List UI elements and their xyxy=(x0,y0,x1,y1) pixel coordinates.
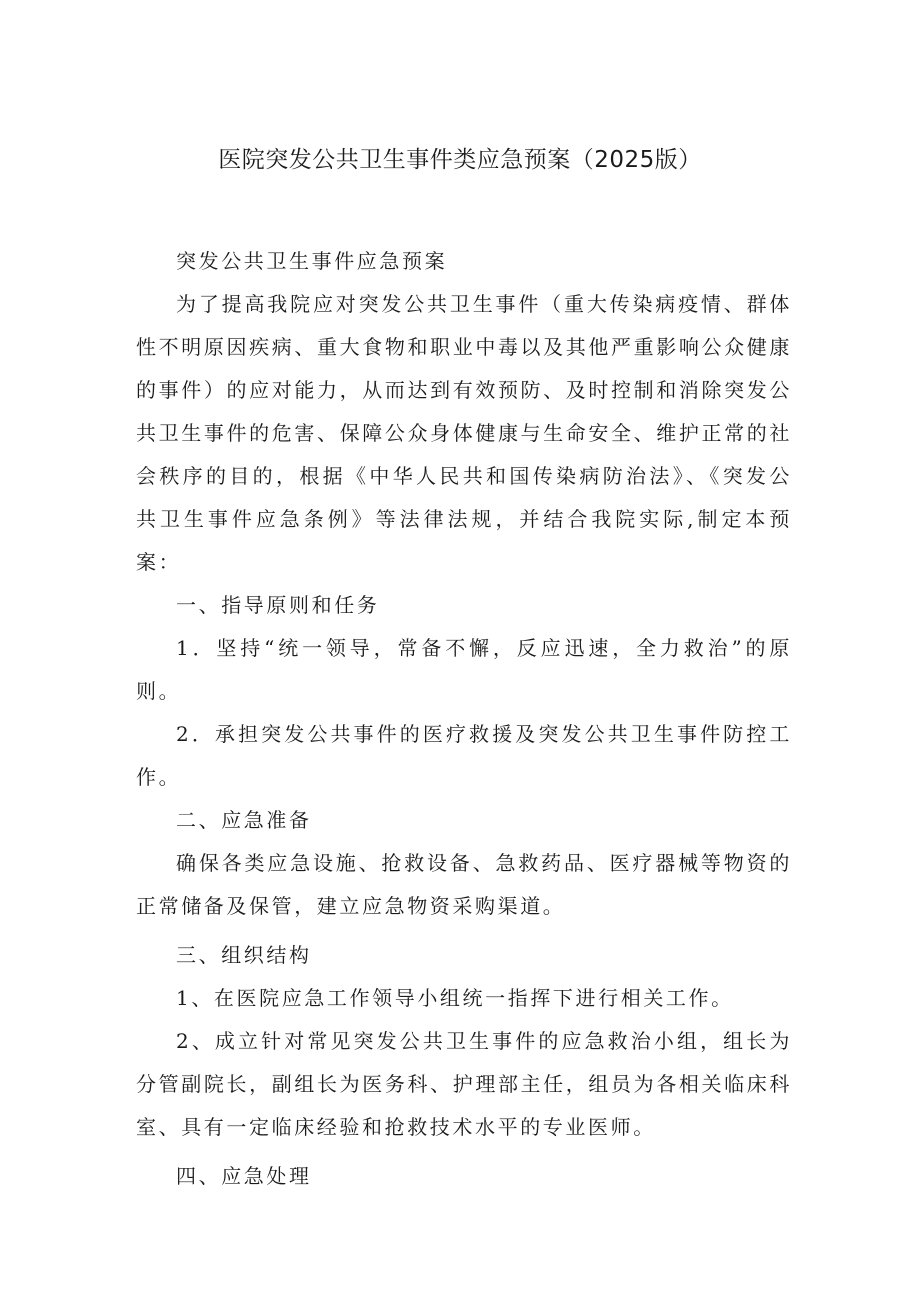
section-heading-principles: 一、指导原则和任务 xyxy=(176,593,380,617)
section-heading-response: 四、应急处理 xyxy=(176,1164,312,1188)
principle-item-2: 2．承担突发公共事件的医疗救援及突发公共卫生事件防控工作。 xyxy=(136,722,792,789)
organization-item-2: 2、成立针对常见突发公共卫生事件的应急救治小组，组长为分管副院长，副组长为医务科、护理部主任，组员为各相关临床科室、具有一定临床经验和抢救技术水平的专业医师。 xyxy=(136,1029,792,1139)
section-heading-preparation: 二、应急准备 xyxy=(176,808,312,832)
document-title: 医院突发公共卫生事件类应急预案（2025版） xyxy=(218,147,702,173)
document-body xyxy=(136,240,792,1198)
principle-item-1: 1．坚持“统一领导，常备不懈，反应迅速，全力救治”的原则。 xyxy=(136,636,792,703)
preparation-paragraph: 确保各类应急设施、抢救设备、急救药品、医疗器械等物资的正常储备及保管，建立应急物资采购渠道。 xyxy=(136,851,792,918)
plan-subtitle: 突发公共卫生事件应急预案 xyxy=(176,249,448,273)
section-heading-organization: 三、组织结构 xyxy=(176,943,312,967)
organization-item-1: 1、在医院应急工作领导小组统一指挥下进行相关工作。 xyxy=(176,986,734,1010)
purpose-paragraph: 为了提高我院应对突发公共卫生事件（重大传染病疫情、群体性不明原因疾病、重大食物和职业中毒以及其他严重影响公众健康的事件）的应对能力，从而达到有效预防、及时控制和消除突发公共卫生事件的危害、保障公众身体健康与生命安全、维护正常的社会秩序的目的，根据《中华人民共和国传染病防治法》、《突发公共卫生事件应急条例》等法律法规，并结合我院实际,制定本预案： xyxy=(136,292,792,574)
